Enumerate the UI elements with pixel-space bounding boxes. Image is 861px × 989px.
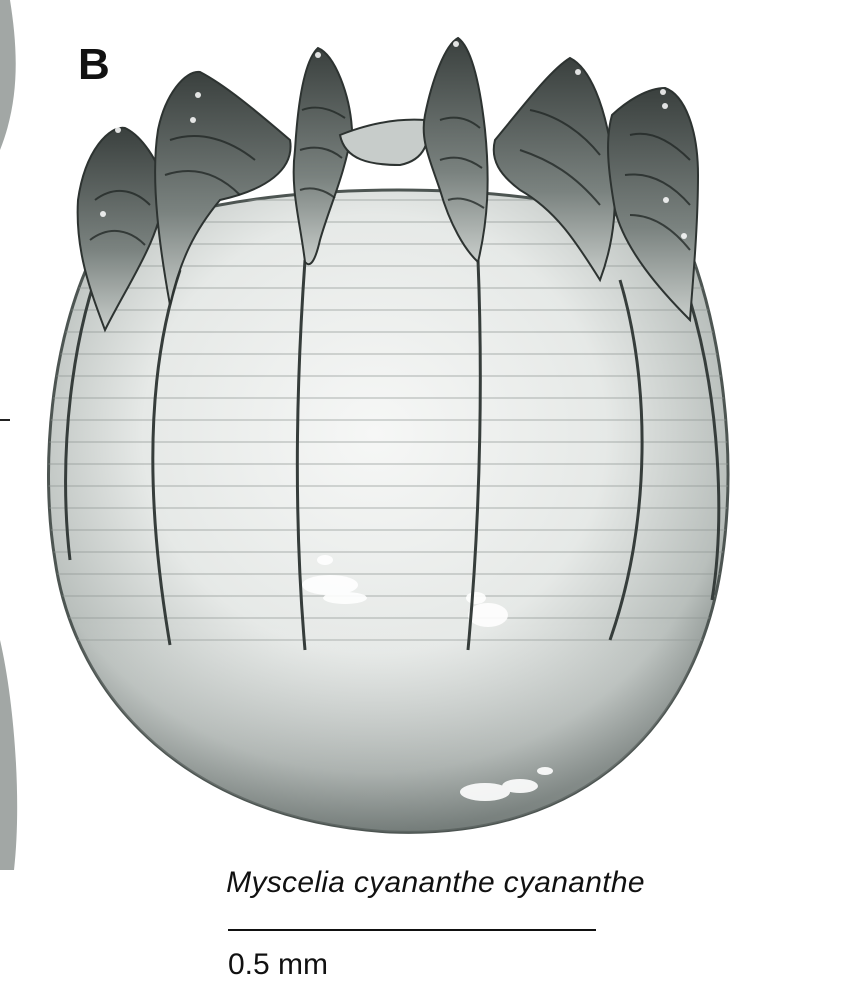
species-caption: Myscelia cyananthe cyananthe xyxy=(226,866,645,899)
egg-bottom-shade xyxy=(0,620,861,850)
crown-bridge xyxy=(340,120,428,165)
scale-bar-label: 0.5 mm xyxy=(228,948,329,981)
cross-ribs xyxy=(40,200,740,640)
panel-label: B xyxy=(78,40,110,89)
scale-bar xyxy=(228,929,596,931)
neighbour-specimen-edge xyxy=(0,0,17,870)
